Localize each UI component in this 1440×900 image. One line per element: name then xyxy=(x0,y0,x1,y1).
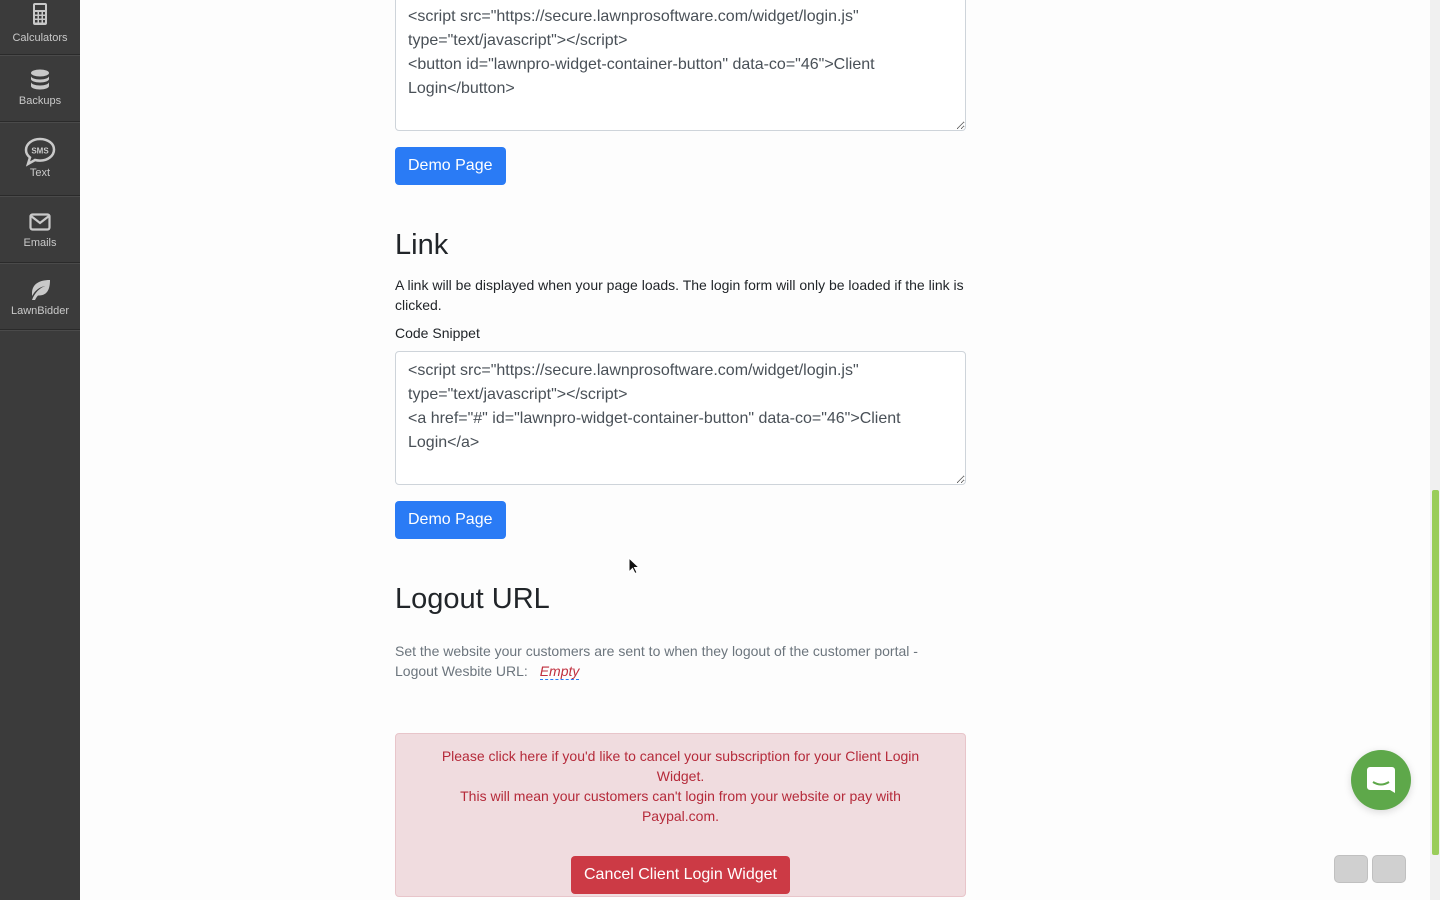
calculator-icon xyxy=(32,2,48,26)
widget-settings-button[interactable] xyxy=(1372,855,1406,883)
button-code-snippet[interactable] xyxy=(395,0,966,131)
link-description: A link will be displayed when your page loads. The login form will only be loaded if the link is clicked. xyxy=(395,277,964,313)
cancel-client-login-widget-button[interactable]: Cancel Client Login Widget xyxy=(571,856,790,894)
widget-toggle-button[interactable] xyxy=(1334,855,1368,883)
cancel-alert-line1: Please click here if you'd like to cancel your subscription for your Client Login Widget. xyxy=(441,748,920,784)
sidebar xyxy=(0,0,80,900)
link-demo-page-button[interactable]: Demo Page xyxy=(395,501,506,539)
sidebar-item-calculators[interactable] xyxy=(0,0,80,55)
sidebar-item-label: Emails xyxy=(23,237,57,249)
link-section-title: Link xyxy=(395,229,449,261)
sidebar-item-label: Text xyxy=(29,167,51,179)
svg-text:SMS: SMS xyxy=(31,146,49,156)
link-code-snippet[interactable] xyxy=(395,351,966,485)
mouse-cursor-icon xyxy=(628,557,640,575)
logout-description-text: Set the website your customers are sent to when they logout of the customer portal - xyxy=(395,643,918,659)
envelope-icon xyxy=(29,213,51,231)
logout-url-label: Logout Wesbite URL: xyxy=(395,663,528,679)
scrollbar-thumb[interactable] xyxy=(1432,490,1439,855)
sidebar-item-emails[interactable] xyxy=(0,197,80,263)
page-scrollbar[interactable] xyxy=(1430,0,1440,900)
sidebar-item-text[interactable] xyxy=(0,123,80,196)
logout-section-title: Logout URL xyxy=(395,583,550,615)
sidebar-item-label: Calculators xyxy=(12,32,68,44)
sidebar-item-backups[interactable] xyxy=(0,56,80,122)
database-icon xyxy=(30,69,50,91)
logout-description xyxy=(395,641,966,681)
cancel-alert-line2: This will mean your customers can't login from your website or pay with Paypal.com. xyxy=(460,788,901,824)
cancel-subscription-alert xyxy=(395,733,966,897)
logout-url-editable[interactable]: Empty xyxy=(539,663,580,679)
chat-launcher-button[interactable] xyxy=(1351,750,1411,810)
code-snippet-label: Code Snippet xyxy=(395,325,480,341)
sms-icon xyxy=(23,137,57,167)
sidebar-item-label: Backups xyxy=(18,95,62,107)
chat-icon xyxy=(1351,750,1411,810)
sidebar-item-label: LawnBidder xyxy=(10,305,70,317)
button-demo-page-button[interactable]: Demo Page xyxy=(395,147,506,185)
sidebar-item-lawnbidder[interactable] xyxy=(0,264,80,330)
leaf-icon xyxy=(28,279,52,301)
